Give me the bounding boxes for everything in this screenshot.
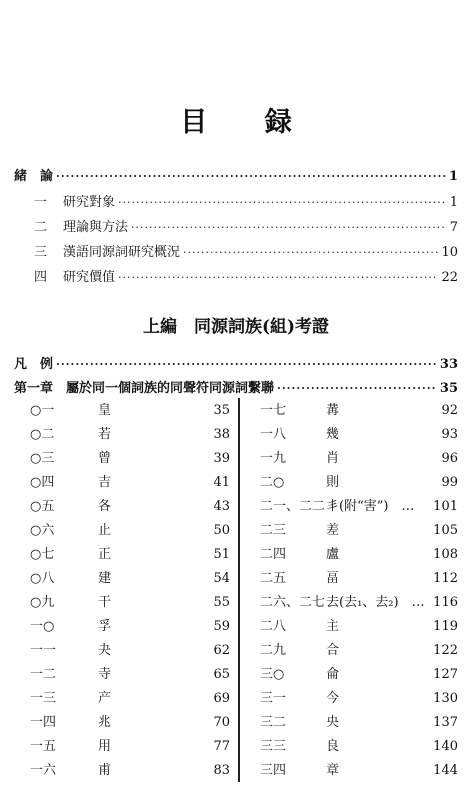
entry-number: 三二 bbox=[260, 715, 287, 730]
entry-page: 59 bbox=[213, 619, 230, 634]
toc-entry[interactable] bbox=[30, 594, 230, 612]
entry-character: 合 bbox=[326, 643, 340, 658]
toc-intro[interactable] bbox=[14, 168, 458, 186]
entry-number: ○七 bbox=[30, 547, 55, 562]
toc-entry[interactable] bbox=[260, 690, 458, 708]
entry-page: 38 bbox=[213, 427, 230, 442]
toc-entry[interactable] bbox=[30, 666, 230, 684]
leader-dots bbox=[131, 219, 447, 237]
entry-character: 正 bbox=[98, 547, 112, 562]
entry-character: 今 bbox=[326, 691, 340, 706]
entry-character: 盧 bbox=[326, 547, 340, 562]
leader-dots bbox=[56, 356, 437, 374]
entry-number: 二一、二二 bbox=[260, 499, 326, 514]
toc-item-number: 二 bbox=[34, 220, 48, 235]
entry-number: 一一 bbox=[30, 643, 57, 658]
toc-entry[interactable] bbox=[30, 546, 230, 564]
toc-entry[interactable] bbox=[30, 570, 230, 588]
entry-number: 一三 bbox=[30, 691, 57, 706]
toc-intro-item[interactable] bbox=[34, 219, 458, 237]
toc-entry[interactable] bbox=[30, 738, 230, 756]
entry-page: 77 bbox=[213, 739, 230, 754]
entry-page: 39 bbox=[213, 451, 230, 466]
toc-intro-item[interactable] bbox=[34, 194, 458, 212]
toc-item-number: 三 bbox=[34, 245, 48, 260]
toc-entry[interactable] bbox=[30, 618, 230, 636]
toc-entry[interactable] bbox=[260, 738, 458, 756]
leader-dots bbox=[56, 168, 446, 186]
entry-number: ○二 bbox=[30, 427, 55, 442]
entry-page: 51 bbox=[213, 547, 230, 562]
entry-character: 用 bbox=[98, 739, 112, 754]
toc-entry[interactable] bbox=[260, 666, 458, 684]
entry-number: 一八 bbox=[260, 427, 287, 442]
toc-item-page: 7 bbox=[449, 220, 458, 235]
leader-dots bbox=[183, 244, 438, 262]
entry-page: 122 bbox=[433, 643, 458, 658]
toc-entry[interactable] bbox=[30, 450, 230, 468]
toc-intro-label: 緒 論 bbox=[14, 169, 54, 184]
entry-page: 41 bbox=[213, 475, 230, 490]
entry-character: 侖 bbox=[326, 667, 340, 682]
entry-page: 127 bbox=[433, 667, 458, 682]
entry-character: 建 bbox=[98, 571, 112, 586]
toc-entry[interactable] bbox=[260, 450, 458, 468]
entry-page: 105 bbox=[433, 523, 458, 538]
entry-page: 83 bbox=[213, 763, 230, 778]
entry-character: 各 bbox=[98, 499, 112, 514]
entry-character: 良 bbox=[326, 739, 340, 754]
leader-dots bbox=[118, 194, 447, 212]
entry-page: 55 bbox=[213, 595, 230, 610]
entry-page: 101 bbox=[433, 499, 458, 514]
toc-entry[interactable] bbox=[260, 426, 458, 444]
toc-entry[interactable] bbox=[30, 714, 230, 732]
entry-number: 二三 bbox=[260, 523, 287, 538]
entry-number: ○九 bbox=[30, 595, 55, 610]
entry-number: 二五 bbox=[260, 571, 287, 586]
entry-number: 一四 bbox=[30, 715, 57, 730]
entry-character: 差 bbox=[326, 523, 340, 538]
entry-page: 62 bbox=[213, 643, 230, 658]
toc-entry[interactable] bbox=[260, 714, 458, 732]
entry-number: 一九 bbox=[260, 451, 287, 466]
entry-character: 寺 bbox=[98, 667, 112, 682]
entry-page: 119 bbox=[433, 619, 458, 634]
toc-item-text: 漢語同源詞研究概況 bbox=[63, 245, 181, 260]
entry-number: ○三 bbox=[30, 451, 55, 466]
toc-fanli-label: 凡 例 bbox=[14, 357, 54, 372]
entry-number: ○六 bbox=[30, 523, 55, 538]
entry-page: 96 bbox=[441, 451, 458, 466]
entry-page: 130 bbox=[433, 691, 458, 706]
toc-entry[interactable] bbox=[30, 402, 230, 420]
toc-entry[interactable] bbox=[30, 522, 230, 540]
entry-page: 65 bbox=[213, 667, 230, 682]
entry-character: 冓 bbox=[326, 403, 340, 418]
toc-entry[interactable] bbox=[260, 402, 458, 420]
entry-character: 兆 bbox=[98, 715, 112, 730]
entry-page: 144 bbox=[433, 763, 458, 778]
page-title: 目 録 bbox=[180, 107, 316, 138]
toc-chapter-page: 35 bbox=[439, 381, 458, 396]
entry-page: 137 bbox=[433, 715, 458, 730]
toc-intro-item[interactable] bbox=[34, 269, 458, 287]
toc-entry[interactable] bbox=[30, 690, 230, 708]
entry-character: 若 bbox=[98, 427, 112, 442]
toc-entry[interactable] bbox=[260, 642, 458, 660]
toc-item-text: 理論與方法 bbox=[63, 220, 129, 235]
entry-page: 99 bbox=[441, 475, 458, 490]
entry-page: 92 bbox=[441, 403, 458, 418]
toc-entry[interactable] bbox=[260, 618, 458, 636]
toc-entry[interactable] bbox=[260, 762, 458, 780]
toc-chapter-label: 第一章 屬於同一個詞族的同聲符同源詞繫聯 bbox=[14, 381, 275, 396]
entry-character: 干 bbox=[98, 595, 112, 610]
entry-number: 二六、二七 bbox=[260, 595, 326, 610]
entry-character: 丯(附“害”) … bbox=[326, 499, 415, 514]
entry-character: 央 bbox=[326, 715, 340, 730]
toc-entry[interactable] bbox=[260, 474, 458, 492]
toc-entry[interactable] bbox=[260, 498, 458, 516]
toc-fanli-page: 33 bbox=[439, 357, 458, 372]
entry-number: ○五 bbox=[30, 499, 55, 514]
entry-number: ○一 bbox=[30, 403, 55, 418]
entry-page: 140 bbox=[433, 739, 458, 754]
toc-entry[interactable] bbox=[30, 498, 230, 516]
toc-item-text: 研究價值 bbox=[63, 270, 116, 285]
toc-fanli[interactable] bbox=[14, 356, 458, 374]
toc-entry[interactable] bbox=[260, 594, 458, 612]
entry-character: 止 bbox=[98, 523, 112, 538]
entry-character: 吉 bbox=[98, 475, 112, 490]
toc-intro-page: 1 bbox=[448, 169, 458, 184]
entry-page: 50 bbox=[213, 523, 230, 538]
entry-number: 三四 bbox=[260, 763, 287, 778]
entry-number: 一六 bbox=[30, 763, 57, 778]
toc-entry[interactable] bbox=[30, 762, 230, 780]
entry-page: 43 bbox=[213, 499, 230, 514]
entry-number: 二四 bbox=[260, 547, 287, 562]
column-divider bbox=[238, 398, 240, 782]
toc-entry[interactable] bbox=[260, 546, 458, 564]
entry-character: 产 bbox=[98, 691, 112, 706]
entry-character: 夬 bbox=[98, 643, 112, 658]
entry-page: 108 bbox=[433, 547, 458, 562]
toc-chapter-1[interactable] bbox=[14, 380, 458, 398]
entry-number: 一二 bbox=[30, 667, 57, 682]
entry-character: 曾 bbox=[98, 451, 112, 466]
entry-number: 三三 bbox=[260, 739, 287, 754]
entry-page: 35 bbox=[213, 403, 230, 418]
entry-number: 二○ bbox=[260, 475, 285, 490]
toc-entry[interactable] bbox=[30, 642, 230, 660]
toc-entry[interactable] bbox=[30, 474, 230, 492]
toc-intro-item[interactable] bbox=[34, 244, 458, 262]
toc-item-text: 研究對象 bbox=[63, 195, 116, 210]
leader-dots bbox=[118, 269, 438, 287]
entry-number: 一五 bbox=[30, 739, 57, 754]
entry-number: 二八 bbox=[260, 619, 287, 634]
toc-item-page: 10 bbox=[441, 245, 458, 260]
toc-entry[interactable] bbox=[260, 522, 458, 540]
entry-character: 去(去₁、去₂) … bbox=[326, 595, 425, 610]
entry-character: 主 bbox=[326, 619, 340, 634]
entry-number: ○四 bbox=[30, 475, 55, 490]
toc-item-page: 22 bbox=[441, 270, 458, 285]
entry-page: 70 bbox=[213, 715, 230, 730]
entry-character: 則 bbox=[326, 475, 340, 490]
entry-character: 甫 bbox=[98, 763, 112, 778]
entry-page: 116 bbox=[433, 595, 458, 610]
entry-character: 章 bbox=[326, 763, 340, 778]
toc-entry[interactable] bbox=[260, 570, 458, 588]
entry-number: 三一 bbox=[260, 691, 287, 706]
entry-number: 一○ bbox=[30, 619, 55, 634]
toc-item-number: 四 bbox=[34, 270, 48, 285]
entry-page: 93 bbox=[441, 427, 458, 442]
leader-dots bbox=[277, 380, 437, 398]
section-title: 上編 同源詞族(組)考證 bbox=[142, 317, 330, 337]
entry-number: 三○ bbox=[260, 667, 285, 682]
toc-item-page: 1 bbox=[449, 195, 458, 210]
entry-page: 112 bbox=[433, 571, 458, 586]
entry-page: 69 bbox=[213, 691, 230, 706]
entry-character: 皇 bbox=[98, 403, 112, 418]
entry-character: 肖 bbox=[326, 451, 340, 466]
entry-number: 二九 bbox=[260, 643, 287, 658]
toc-entry[interactable] bbox=[30, 426, 230, 444]
entry-number: ○八 bbox=[30, 571, 55, 586]
entry-page: 54 bbox=[213, 571, 230, 586]
entry-character: 孚 bbox=[98, 619, 112, 634]
toc-item-number: 一 bbox=[34, 195, 48, 210]
entry-character: 幾 bbox=[326, 427, 340, 442]
entry-character: 畐 bbox=[326, 571, 340, 586]
entry-number: 一七 bbox=[260, 403, 287, 418]
